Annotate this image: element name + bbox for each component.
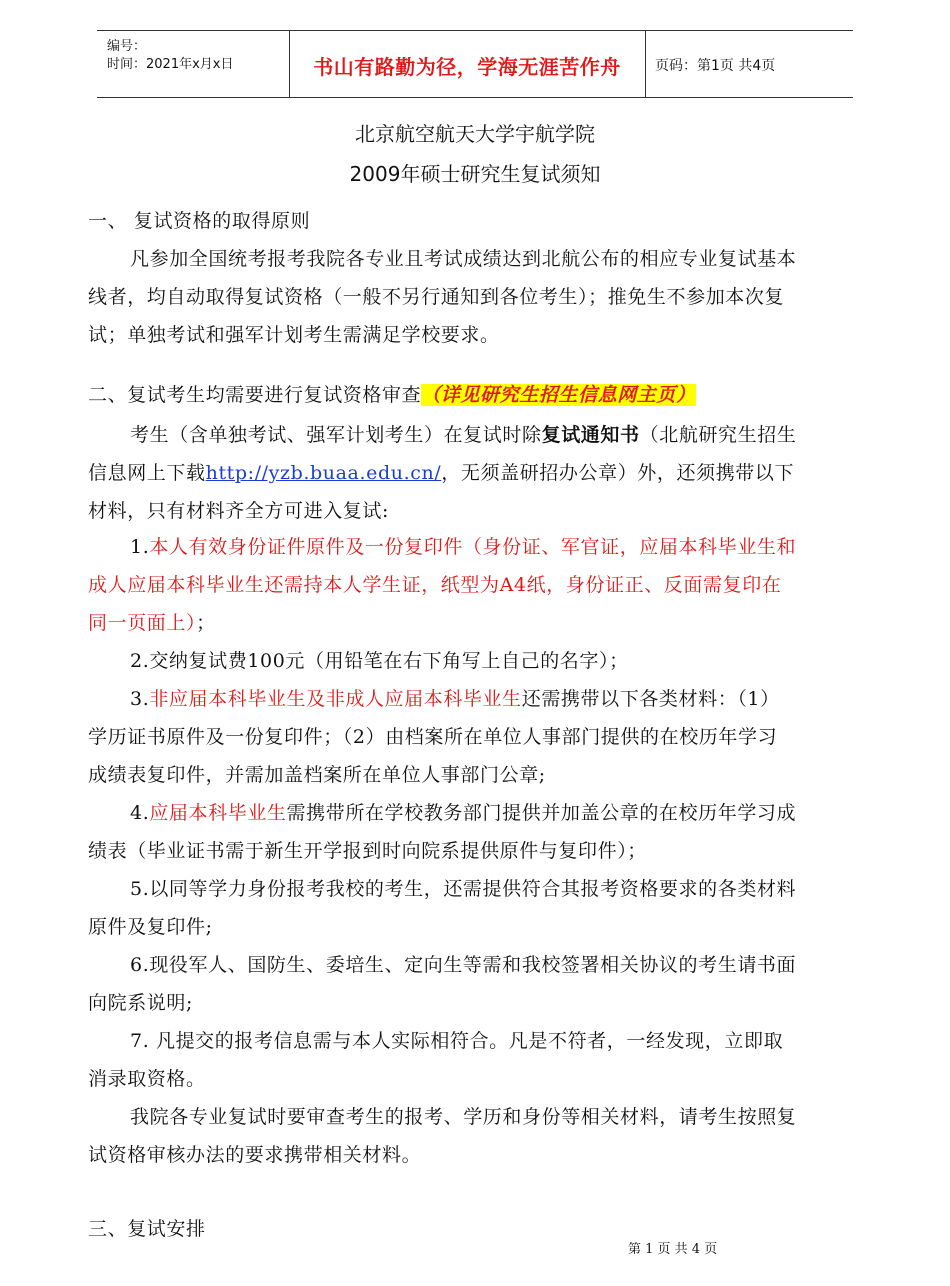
- section-1-paragraph-line: 线者，均自动取得复试资格（一般不另行通知到各位考生）；推免生不参加本次复: [88, 286, 785, 308]
- list-number: 1.: [130, 536, 150, 558]
- list-number: 4.: [130, 802, 150, 824]
- list-item-7-line: 消录取资格。: [88, 1068, 206, 1090]
- list-item-1-line: 成人应届本科毕业生还需持本人学生证，纸型为A4纸，身份证正、反面需复印在: [88, 574, 782, 596]
- section-2-heading: 二、复试考生均需要进行复试资格审查: [88, 384, 422, 406]
- list-number: 3.: [130, 688, 150, 710]
- list-item-text: 同一页面上）: [88, 612, 197, 634]
- list-item-highlight: 非应届本科毕业生及非成人应届本科毕业生: [149, 688, 522, 710]
- document-subtitle: 2009年硕士研究生复试须知: [349, 162, 601, 186]
- list-item-2: 2.交纳复试费100元（用铅笔在右下角写上自己的名字）；: [130, 650, 629, 672]
- section-2-heading-line: [88, 380, 868, 407]
- header-meta-cell: [97, 31, 290, 97]
- header-motto: 书山有路勤为径，学海无涯苦作舟: [313, 55, 621, 79]
- page-header: [97, 30, 853, 98]
- closing-paragraph-line: 我院各专业复试时要审查考生的报考、学历和身份等相关材料，请考生按照复: [130, 1106, 797, 1128]
- list-item-7: 7. 凡提交的报考信息需与本人实际相符合。凡是不符者，一经发现，立即取: [130, 1030, 784, 1052]
- section-3-heading: 三、复试安排: [88, 1218, 206, 1240]
- list-item-6: 6.现役军人、国防生、委培生、定向生等需和我校签署相关协议的考生请书面: [130, 954, 797, 976]
- document-title: 北京航空航天大学宇航学院: [355, 122, 595, 146]
- list-item-6-line: 向院系说明;: [88, 992, 194, 1014]
- intro-text: 信息网上下载: [88, 462, 206, 484]
- intro-text: 考生（含单独考试、强军计划考生）在复试时除: [130, 424, 542, 446]
- list-item-text: 需携带所在学校教务部门提供并加盖公章的在校历年学习成: [286, 802, 797, 824]
- list-item-3: [130, 684, 910, 711]
- list-item-5: 5.以同等学力身份报考我校的考生，还需提供符合其报考资格要求的各类材料: [130, 878, 797, 900]
- list-item-text: 本人有效身份证件原件及一份复印件（身份证、军官证，应届本科毕业生和: [149, 536, 797, 558]
- list-item-4-line: 绩表（毕业证书需于新生开学报到时向院系提供原件与复印件）；: [88, 840, 647, 862]
- list-item-1: [130, 532, 910, 559]
- intro-text: （北航研究生招生: [639, 424, 797, 446]
- header-motto-cell: [289, 31, 646, 97]
- header-code-label: 编号：: [107, 39, 147, 54]
- list-item-4: [130, 798, 910, 825]
- header-page-info: 页码：第1页 共4页: [655, 58, 776, 74]
- closing-paragraph-line: 试资格审核办法的要求携带相关材料。: [88, 1144, 422, 1166]
- header-time-label: 时间：2021年x月x日: [107, 57, 234, 72]
- section-2-highlight-note: （详见研究生招生信息网主页）: [421, 384, 696, 406]
- section-2-intro-line: 材料，只有材料齐全方可进入复试:: [88, 500, 390, 522]
- section-2-intro-line: [130, 420, 910, 447]
- list-item-3-line: 学历证书原件及一份复印件；（2）由档案所在单位人事部门提供的在校历年学习: [88, 726, 778, 748]
- admissions-website-link[interactable]: http://yzb.buaa.edu.cn/: [205, 462, 442, 484]
- list-item-1-line: [88, 608, 868, 635]
- list-item-highlight: 应届本科毕业生: [149, 802, 287, 824]
- header-page-cell: [645, 31, 853, 97]
- list-item-text: ；: [196, 612, 216, 634]
- list-item-5-line: 原件及复印件;: [88, 916, 213, 938]
- section-1-paragraph-line: 凡参加全国统考报考我院各专业且考试成绩达到北航公布的相应专业复试基本: [130, 248, 797, 270]
- section-1-heading: 一、 复试资格的取得原则: [88, 210, 311, 232]
- page-footer: 第 1 页 共 4 页: [628, 1242, 718, 1257]
- section-1-paragraph-line: 试；单独考试和强军计划考生需满足学校要求。: [88, 324, 500, 346]
- list-item-text: 还需携带以下各类材料：（1）: [521, 688, 780, 710]
- retest-notice-label: 复试通知书: [541, 424, 640, 446]
- section-2-intro-line: [88, 458, 868, 485]
- list-item-3-line: 成绩表复印件，并需加盖档案所在单位人事部门公章;: [88, 764, 546, 786]
- intro-text: ，无须盖研招办公章）外，还须携带以下: [441, 462, 795, 484]
